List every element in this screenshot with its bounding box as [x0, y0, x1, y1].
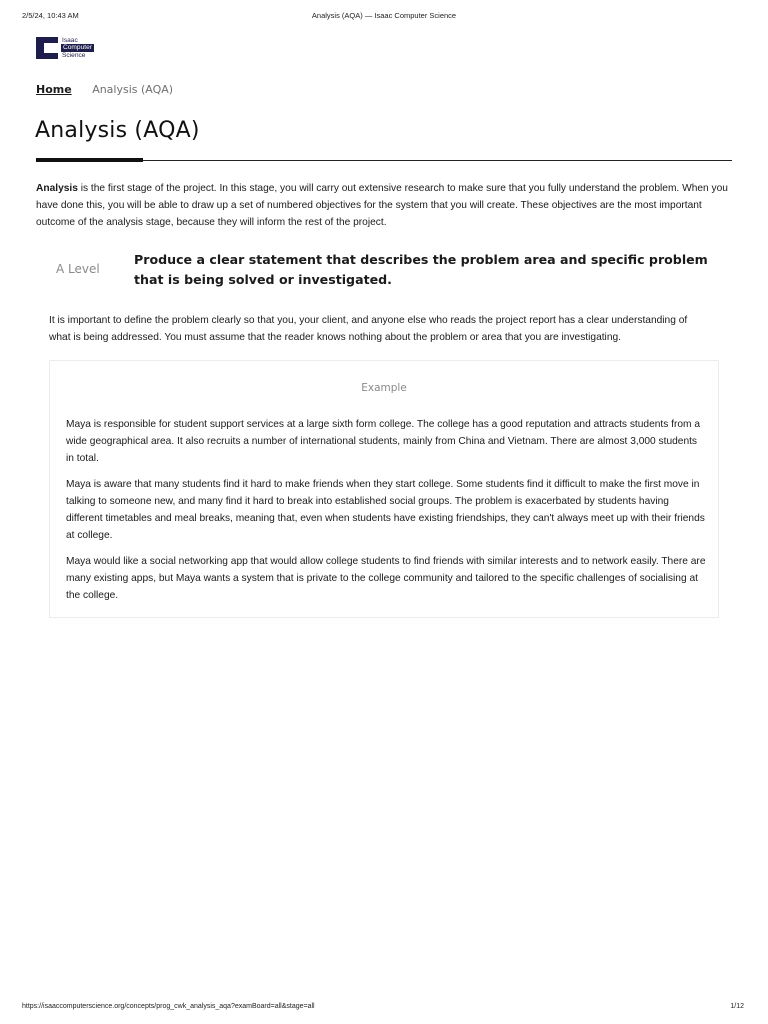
breadcrumb-home-link[interactable]: Home — [36, 83, 72, 96]
logo-line-1: Isaac — [62, 37, 78, 44]
objective-statement: Produce a clear statement that describes the problem area and specific problem that is being solved or investigated. — [134, 252, 708, 287]
print-date: 2/5/24, 10:43 AM — [22, 11, 79, 20]
example-paragraph-1: Maya is responsible for student support services at a large sixth form college. The college has a good reputation and attracts students from a wide geographical area. It also recruits a number of international students, mainly from China and Vietnam. There are almost 3,000 students in total. — [66, 419, 701, 464]
intro-bold-term: Analysis — [36, 183, 78, 194]
body-paragraph: It is important to define the problem clearly so that you, your client, and anyone else who reads the project report has a clear understanding of what is being addressed. You must assume that the reader knows nothing about the problem or area that you are investigating. — [49, 315, 688, 343]
intro-text: is the first stage of the project. In this stage, you will carry out extensive research to make sure that you fully understand the problem. When you have done this, you will be able to draw up a set of numbered objectives for the system that you will create. These objectives are the most important outcome of the analysis stage, because they will inform the rest of the project. — [36, 183, 728, 228]
breadcrumb — [36, 83, 173, 96]
print-page-number: 1/12 — [730, 1003, 744, 1010]
example-card — [49, 360, 719, 618]
print-url: https://isaaccomputerscience.org/concepts/prog_cwk_analysis_aqa?examBoard=all&stage=all — [22, 1003, 315, 1010]
isaac-logo[interactable] — [36, 37, 94, 61]
example-paragraph-3: Maya would like a social networking app that would allow college students to find friends with similar interests and to network easily. There are many existing apps, but Maya wants a system that is private to the college community and tailored to the specific challenges of socialising at the college. — [66, 556, 706, 601]
level-label: A Level — [56, 262, 100, 276]
logo-line-2: Computer — [63, 44, 92, 52]
example-paragraph-2: Maya is aware that many students find it hard to make friends when they start college. Some students find it difficult to make the first move in talking to someone new, and many find it hard to break into established social groups. The problem is exacerbated by students having different timetables and meal breaks, meaning that, even when students have existing friendships, they can't always meet up with their friends at college. — [66, 479, 705, 541]
logo-mark-icon — [36, 37, 58, 59]
logo-line-3: Science — [62, 51, 86, 59]
breadcrumb-current: Analysis (AQA) — [92, 83, 174, 96]
example-title: Example — [361, 382, 407, 394]
title-underline-accent — [36, 158, 143, 162]
intro-paragraph — [36, 180, 732, 231]
print-header — [0, 11, 768, 23]
page-title: Analysis (AQA) — [35, 118, 200, 143]
print-title: Analysis (AQA) — Isaac Computer Science — [311, 11, 457, 20]
logo-wordmark — [62, 37, 94, 59]
